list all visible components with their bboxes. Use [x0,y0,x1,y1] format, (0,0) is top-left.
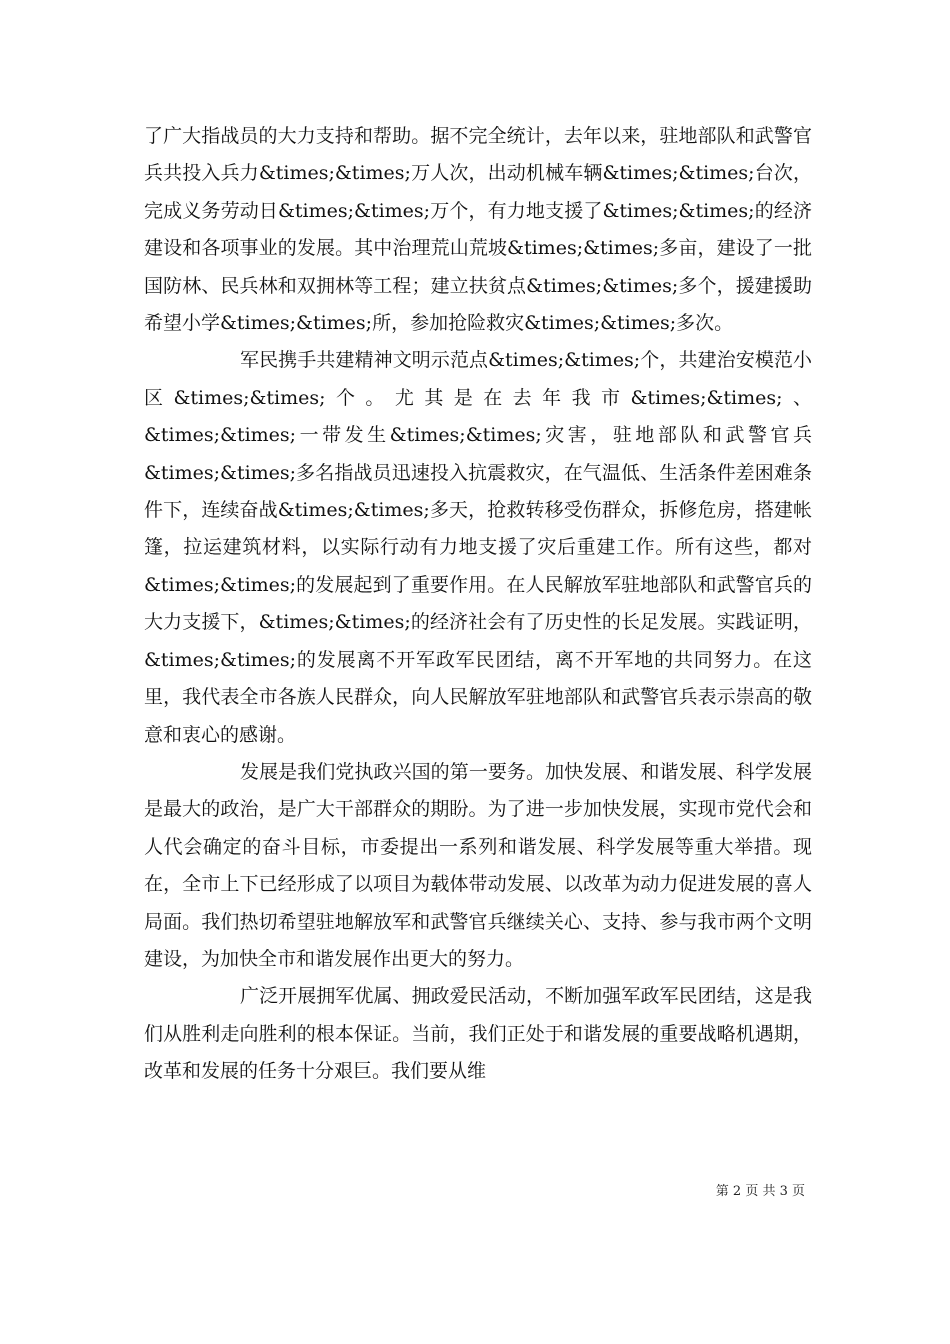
paragraph-2: 军民携手共建精神文明示范点&times;&times;个，共建治安模范小区&times;&times;个。尤其是在去年我市&times;&times;、&times;&times;一带发生&times;&times;灾害，驻地部队和武警官兵&times;&times;多名指战员迅速投入抗震救灾，在气温低、生活条件差困难条件下，连续奋战&times;&times;多天，抢救转移受伤群众，拆修危房，搭建帐篷，拉运建筑材料，以实际行动有力地支援了灾后重建工作。所有这些，都对&times;&times;的发展起到了重要作用。在人民解放军驻地部队和武警官兵的大力支援下，&times;&times;的经济社会有了历史性的长足发展。实践证明，&times;&times;的发展离不开军政军民团结，离不开军地的共同努力。在这里，我代表全市各族人民群众，向人民解放军驻地部队和武警官兵表示崇高的敬意和衷心的感谢。 [144,349,812,746]
paragraph-4: 广泛开展拥军优属、拥政爱民活动，不断加强军政军民团结，这是我们从胜利走向胜利的根本保证。当前，我们正处于和谐发展的重要战略机遇期，改革和发展的任务十分艰巨。我们要从维 [144,985,812,1083]
paragraph-1: 了广大指战员的大力支持和帮助。据不完全统计，去年以来，驻地部队和武警官兵共投入兵力&times;&times;万人次，出动机械车辆&times;&times;台次，完成义务劳动日&times;&times;万个，有力地支援了&times;&times;的经济建设和各项事业的发展。其中治理荒山荒坡&times;&times;多亩，建设了一批国防林、民兵林和双拥林等工程；建立扶贫点&times;&times;多个，援建援助希望小学&times;&times;所，参加抢险救灾&times;&times;多次。 [144,125,812,335]
page-number-footer: 第 2 页 共 3 页 [715,1184,805,1199]
paragraph-3: 发展是我们党执政兴国的第一要务。加快发展、和谐发展、科学发展是最大的政治，是广大干部群众的期盼。为了进一步加快发展，实现市党代会和人代会确定的奋斗目标，市委提出一系列和谐发展、科学发展等重大举措。现在，全市上下已经形成了以项目为载体带动发展、以改革为动力促进发展的喜人局面。我们热切希望驻地解放军和武警官兵继续关心、支持、参与我市两个文明建设，为加快全市和谐发展作出更大的努力。 [144,760,812,970]
document-body [144,118,812,1091]
